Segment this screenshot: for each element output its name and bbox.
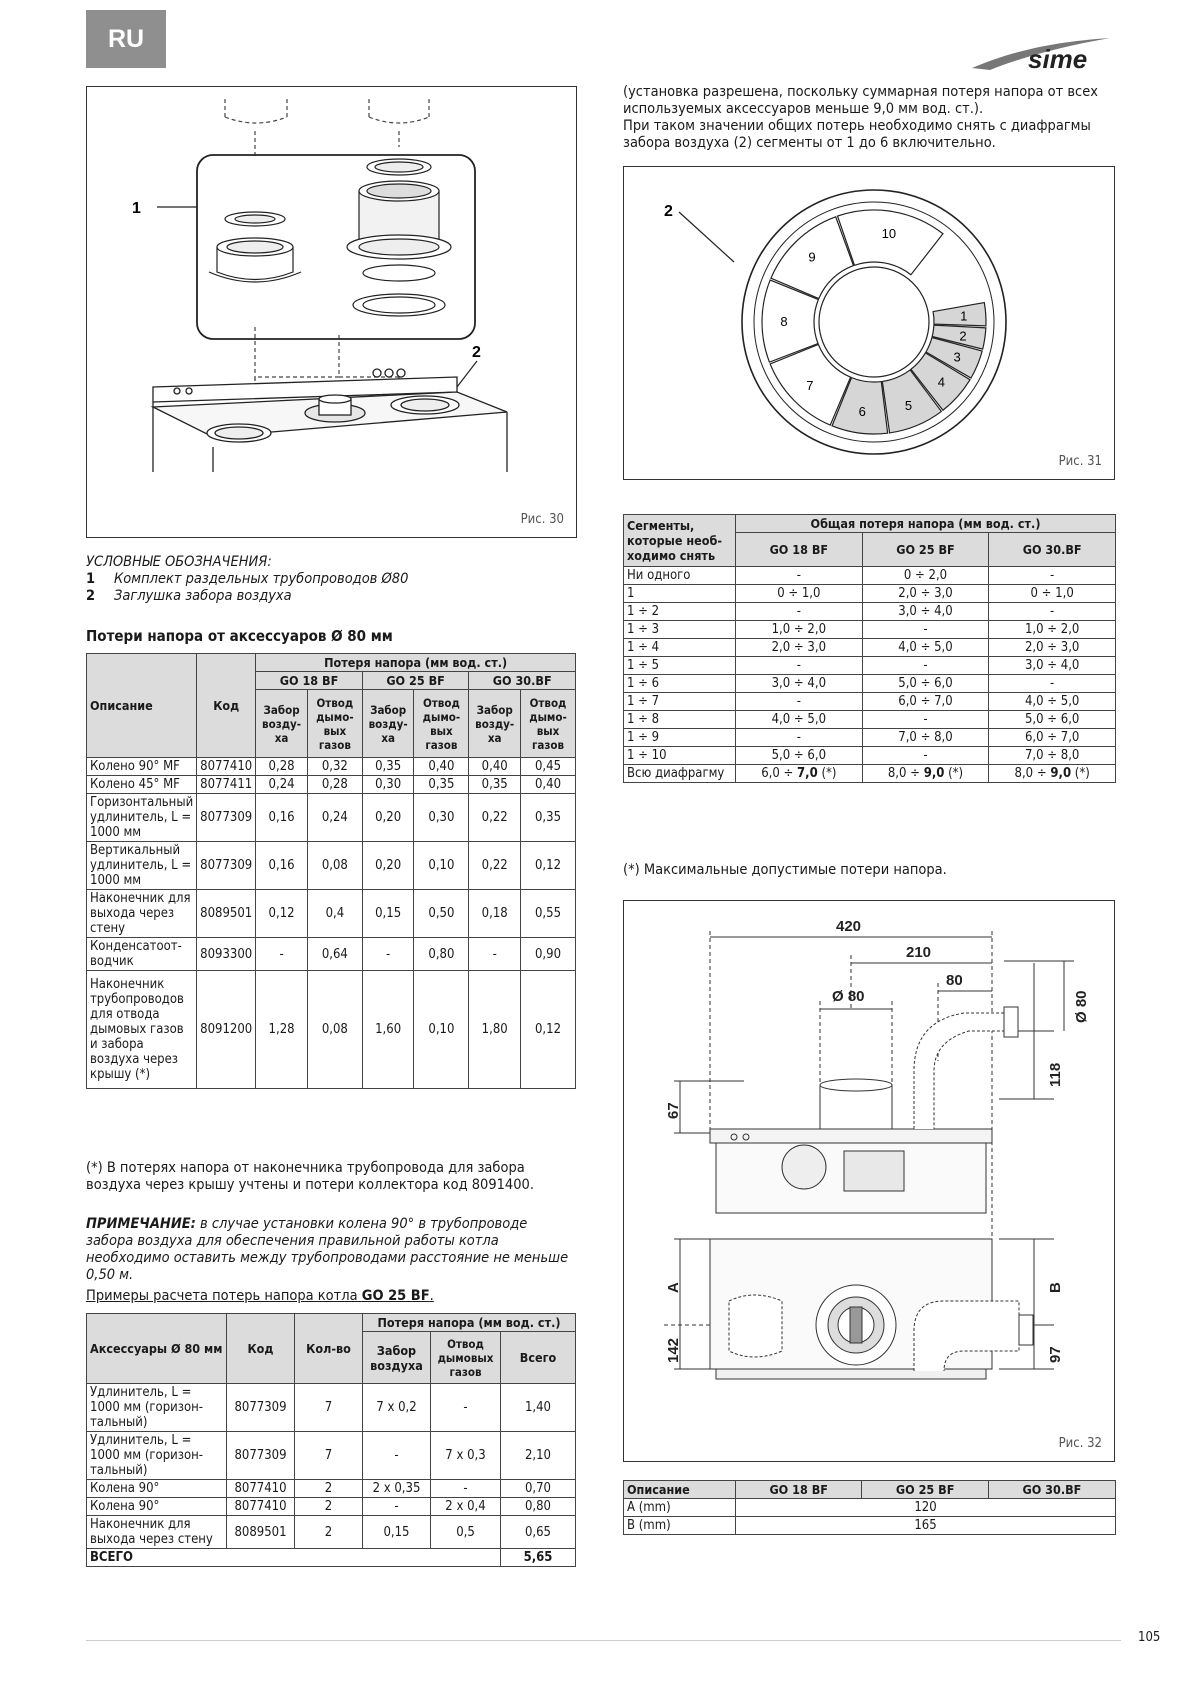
air-cell: 7 x 0,2 (363, 1384, 431, 1432)
dim-420: 420 (836, 918, 862, 935)
loss-cell: 5,0 ÷ 6,0 (989, 711, 1116, 729)
loss-cell: 0,28 (307, 776, 362, 794)
loss-cell: 0,40 (469, 758, 521, 776)
table-row (624, 621, 1116, 639)
total-cell: 1,40 (501, 1384, 576, 1432)
table-row (624, 657, 1116, 675)
segment-label: 7 (806, 378, 814, 394)
loss-cell: 0,32 (307, 758, 362, 776)
header-total-loss: Общая потеря напора (мм вод. ст.) (736, 515, 1116, 533)
loss-cell: 3,0 ÷ 4,0 (736, 675, 863, 693)
loss-cell: 0,35 (362, 758, 414, 776)
flue-cell: 0,5 (431, 1516, 501, 1549)
loss-cell: - (362, 938, 414, 971)
code-cell: 8077410 (227, 1498, 295, 1516)
code-cell: 8077309 (197, 794, 256, 842)
accessory-cell: Удлинитель, L = 1000 мм (горизон-тальный) (87, 1432, 227, 1480)
loss-cell: 0 ÷ 1,0 (736, 585, 863, 603)
loss-cell: 3,0 ÷ 4,0 (862, 603, 989, 621)
loss-cell: 0,45 (521, 758, 576, 776)
loss-cell: 1,0 ÷ 2,0 (989, 621, 1116, 639)
loss-cell: 0,20 (362, 794, 414, 842)
figure-30-caption: Рис. 30 (520, 512, 564, 527)
loss-cell: 0,28 (256, 758, 308, 776)
loss-cell: 4,0 ÷ 5,0 (736, 711, 863, 729)
desc-cell: Наконечник трубопроводов для отвода дымовых газов и забора воздуха через крышу (*) (87, 971, 197, 1089)
loss-cell: - (862, 711, 989, 729)
segment-cell: 1 ÷ 2 (624, 603, 736, 621)
header-flue: Отвод дымо-вых газов (521, 690, 576, 758)
loss-cell: 0,12 (521, 842, 576, 890)
loss-cell: 0,16 (256, 842, 308, 890)
dim-phi80-top: Ø 80 (832, 988, 865, 1005)
loss-cell: 7,0 ÷ 8,0 (989, 747, 1116, 765)
segment-label: 1 (960, 308, 968, 324)
header-code: Код (227, 1314, 295, 1384)
loss-cell: 0,40 (414, 758, 469, 776)
dim-210: 210 (906, 944, 932, 961)
table-row (624, 639, 1116, 657)
table-row (624, 603, 1116, 621)
segment-cell: 1 ÷ 9 (624, 729, 736, 747)
table-row (87, 758, 576, 776)
desc-cell: Горизонтальный удлинитель, L = 1000 мм (87, 794, 197, 842)
loss-cell: 4,0 ÷ 5,0 (989, 693, 1116, 711)
segment-label: 8 (780, 314, 788, 330)
figure-31-caption: Рис. 31 (1058, 454, 1102, 469)
loss-cell: 0,35 (521, 794, 576, 842)
loss-cell: 1,60 (362, 971, 414, 1089)
segment-cell: 1 ÷ 3 (624, 621, 736, 639)
desc-cell: Наконечник для выхода через стену (87, 890, 197, 938)
example-heading: Примеры расчета потерь напора котла GO 25 BF. (86, 1288, 434, 1304)
callout-2: 2 (472, 344, 481, 361)
loss-cell: 0,22 (469, 794, 521, 842)
table-row (87, 842, 576, 890)
dim-B: B (1047, 1282, 1064, 1293)
loss-cell: 6,0 ÷ 7,0 (862, 693, 989, 711)
table-row (624, 747, 1116, 765)
accessory-losses-table (86, 653, 576, 1089)
desc-cell: Вертикальный удлинитель, L = 1000 мм (87, 842, 197, 890)
table-row (87, 794, 576, 842)
dim-desc-cell: B (mm) (624, 1517, 736, 1535)
desc-cell: Колено 90° MF (87, 758, 197, 776)
loss-cell: 0,30 (362, 776, 414, 794)
loss-cell: - (989, 567, 1116, 585)
dim-desc-cell: A (mm) (624, 1499, 736, 1517)
header-loss: Потеря напора (мм вод. ст.) (256, 654, 576, 672)
dim-phi80-side: Ø 80 (1073, 990, 1090, 1023)
header-model: GO 25 BF (862, 533, 989, 567)
table-row (87, 971, 576, 1089)
figure-31 (623, 166, 1115, 480)
header-air: Забор возду-ха (362, 690, 414, 758)
accessory-cell: Наконечник для выхода через стену (87, 1516, 227, 1549)
table-row (624, 675, 1116, 693)
table-row (87, 938, 576, 971)
accessory-cell: Удлинитель, L = 1000 мм (горизон-тальный) (87, 1384, 227, 1432)
loss-cell: 1,0 ÷ 2,0 (736, 621, 863, 639)
max-loss-cell: 6,0 ÷ 7,0 (*) (736, 765, 863, 783)
max-loss-cell: 8,0 ÷ 9,0 (*) (862, 765, 989, 783)
qty-cell: 2 (295, 1480, 363, 1498)
loss-cell: - (736, 693, 863, 711)
loss-cell: 0,20 (362, 842, 414, 890)
legend-title: УСЛОВНЫЕ ОБОЗНАЧЕНИЯ: (86, 554, 272, 570)
language-tab: RU (86, 10, 166, 68)
code-cell: 8093300 (197, 938, 256, 971)
header-model: GO 18 BF (736, 533, 863, 567)
total-label: ВСЕГО (87, 1549, 501, 1567)
segment-cell: Всю диафрагму (624, 765, 736, 783)
dim-67: 67 (665, 1102, 682, 1119)
header-segments: Сегменты, которые необ-ходимо снять (624, 515, 736, 567)
code-cell: 8077411 (197, 776, 256, 794)
loss-cell: - (989, 675, 1116, 693)
figure-30 (86, 86, 577, 538)
code-cell: 8077309 (227, 1384, 295, 1432)
loss-cell: 0,16 (256, 794, 308, 842)
loss-cell: - (256, 938, 308, 971)
loss-cell: - (469, 938, 521, 971)
segment-cell: Ни одного (624, 567, 736, 585)
loss-cell: - (736, 603, 863, 621)
code-cell: 8077410 (227, 1480, 295, 1498)
table-row (624, 711, 1116, 729)
table-row (87, 890, 576, 938)
loss-cell: - (736, 567, 863, 585)
table-row (624, 585, 1116, 603)
segment-cell: 1 (624, 585, 736, 603)
flue-cell: - (431, 1384, 501, 1432)
header-model: GO 30.BF (988, 1481, 1115, 1499)
callout-2: 2 (664, 203, 673, 220)
segment-cell: 1 ÷ 8 (624, 711, 736, 729)
header-total: Всего (501, 1332, 576, 1384)
header-air: Забор возду-ха (256, 690, 308, 758)
loss-cell: 0,55 (521, 890, 576, 938)
loss-cell: 0,08 (307, 842, 362, 890)
table-row (87, 1384, 576, 1432)
segment-label: 9 (808, 249, 816, 265)
installation-note: ПРИМЕЧАНИЕ: в случае установки колена 90° в трубопроводе забора воздуха для обеспечения правильной работы котла необходимо оставить между трубопроводами расстояние не меньше 0,50 м. (86, 1216, 569, 1283)
loss-cell: 0,90 (521, 938, 576, 971)
header-model: GO 30.BF (989, 533, 1116, 567)
segment-label: 4 (937, 374, 946, 390)
loss-cell: 0,12 (521, 971, 576, 1089)
flue-cell: 2 x 0,4 (431, 1498, 501, 1516)
table-row (624, 729, 1116, 747)
loss-cell: 0,18 (469, 890, 521, 938)
losses-heading: Потери напора от аксессуаров Ø 80 мм (86, 627, 393, 645)
code-cell: 8089501 (227, 1516, 295, 1549)
sime-logo (970, 24, 1120, 74)
dim-97: 97 (1047, 1346, 1064, 1363)
desc-cell: Конденсатоот-водчик (87, 938, 197, 971)
code-cell: 8077410 (197, 758, 256, 776)
header-air: Забор воздуха (363, 1332, 431, 1384)
loss-cell: 3,0 ÷ 4,0 (989, 657, 1116, 675)
segment-cell: 1 ÷ 5 (624, 657, 736, 675)
loss-cell: 0,10 (414, 842, 469, 890)
loss-cell: 0,10 (414, 971, 469, 1089)
header-code: Код (197, 654, 256, 758)
qty-cell: 7 (295, 1432, 363, 1480)
loss-cell: 0,40 (521, 776, 576, 794)
total-cell: 0,80 (501, 1498, 576, 1516)
air-cell: - (363, 1498, 431, 1516)
dim-A: A (665, 1282, 682, 1293)
code-cell: 8077309 (197, 842, 256, 890)
diaphragm-segments-table (623, 514, 1116, 783)
loss-cell: 4,0 ÷ 5,0 (862, 639, 989, 657)
code-cell: 8077309 (227, 1432, 295, 1480)
loss-cell: - (862, 747, 989, 765)
figure-32 (623, 900, 1115, 1462)
header-description: Описание (624, 1481, 736, 1499)
air-intake-diaphragm-drawing (624, 167, 1114, 479)
table-row (87, 1432, 576, 1480)
dim-value-cell: 165 (736, 1517, 1116, 1535)
code-cell: 8091200 (197, 971, 256, 1089)
loss-cell: 0,22 (469, 842, 521, 890)
total-cell: 2,10 (501, 1432, 576, 1480)
air-cell: 0,15 (363, 1516, 431, 1549)
segment-label: 10 (881, 226, 897, 242)
header-flue: Отвод дымо-вых газов (414, 690, 469, 758)
loss-cell: 0,24 (256, 776, 308, 794)
loss-cell: - (862, 657, 989, 675)
header-accessories: Аксессуары Ø 80 мм (87, 1314, 227, 1384)
header-loss: Потеря напора (мм вод. ст.) (363, 1314, 576, 1332)
flue-cell: - (431, 1480, 501, 1498)
loss-cell: 2,0 ÷ 3,0 (862, 585, 989, 603)
loss-cell: 5,0 ÷ 6,0 (862, 675, 989, 693)
loss-cell: - (736, 657, 863, 675)
callout-1: 1 (132, 200, 141, 217)
roof-terminal-note: (*) В потерях напора от наконечника трубопровода для забора воздуха через крышу учтены и потери коллектора код 8091400. (86, 1160, 534, 1193)
desc-cell: Колено 45° MF (87, 776, 197, 794)
header-model: GO 25 BF (362, 672, 469, 690)
loss-cell: 0,80 (414, 938, 469, 971)
qty-cell: 2 (295, 1516, 363, 1549)
total-value: 5,65 (501, 1549, 576, 1567)
loss-cell: 0,12 (256, 890, 308, 938)
air-cell: 2 x 0,35 (363, 1480, 431, 1498)
legend-item-2: 2 Заглушка забора воздуха (86, 588, 292, 604)
loss-cell: 0,4 (307, 890, 362, 938)
total-cell: 0,70 (501, 1480, 576, 1498)
separate-pipes-kit-drawing (87, 87, 576, 537)
legend-item-1: 1 Комплект раздельных трубопроводов Ø80 (86, 571, 409, 587)
loss-cell: 0,08 (307, 971, 362, 1089)
segment-cell: 1 ÷ 6 (624, 675, 736, 693)
segment-label: 2 (959, 328, 967, 344)
table-row (624, 567, 1116, 585)
header-model: GO 25 BF (862, 1481, 988, 1499)
air-cell: - (363, 1432, 431, 1480)
segment-label: 5 (904, 398, 913, 414)
qty-cell: 7 (295, 1384, 363, 1432)
figure-32-caption: Рис. 32 (1058, 1436, 1102, 1451)
segment-cell: 1 ÷ 10 (624, 747, 736, 765)
accessory-cell: Колена 90° (87, 1498, 227, 1516)
table-row (87, 1498, 576, 1516)
segment-label: 6 (858, 404, 866, 420)
header-description: Описание (87, 654, 197, 758)
footer-rule (86, 1640, 1121, 1641)
loss-cell: 0,24 (307, 794, 362, 842)
loss-cell: 1,28 (256, 971, 308, 1089)
loss-cell: 2,0 ÷ 3,0 (989, 639, 1116, 657)
segment-cell: 1 ÷ 7 (624, 693, 736, 711)
dim-118: 118 (1047, 1062, 1064, 1087)
loss-cell: 0,35 (414, 776, 469, 794)
table-row (87, 1480, 576, 1498)
loss-cell: - (989, 603, 1116, 621)
loss-cell: 5,0 ÷ 6,0 (736, 747, 863, 765)
example-calculation-table (86, 1313, 576, 1567)
header-air: Забор возду-ха (469, 690, 521, 758)
loss-cell: 0,15 (362, 890, 414, 938)
accessory-cell: Колена 90° (87, 1480, 227, 1498)
loss-cell: 0,64 (307, 938, 362, 971)
qty-cell: 2 (295, 1498, 363, 1516)
dim-142: 142 (665, 1337, 682, 1363)
header-flue: Отвод дымовых газов (431, 1332, 501, 1384)
loss-cell: - (862, 621, 989, 639)
header-model: GO 30.BF (469, 672, 576, 690)
table-row (87, 776, 576, 794)
page-number: 105 (1138, 1630, 1161, 1645)
dim-value-cell: 120 (736, 1499, 1116, 1517)
dimensions-table (623, 1480, 1116, 1535)
segment-cell: 1 ÷ 4 (624, 639, 736, 657)
dim-80: 80 (946, 972, 963, 989)
loss-cell: 0,30 (414, 794, 469, 842)
flue-cell: 7 x 0,3 (431, 1432, 501, 1480)
loss-cell: 2,0 ÷ 3,0 (736, 639, 863, 657)
table-row (87, 1516, 576, 1549)
loss-cell: 0,35 (469, 776, 521, 794)
total-cell: 0,65 (501, 1516, 576, 1549)
loss-cell: 6,0 ÷ 7,0 (989, 729, 1116, 747)
header-model: GO 18 BF (256, 672, 363, 690)
loss-cell: 7,0 ÷ 8,0 (862, 729, 989, 747)
loss-cell: 0 ÷ 2,0 (862, 567, 989, 585)
table-row (624, 693, 1116, 711)
boiler-dimensions-drawing (624, 901, 1114, 1461)
loss-cell: - (736, 729, 863, 747)
brand-text: sime (1028, 44, 1088, 74)
header-qty: Кол-во (295, 1314, 363, 1384)
max-loss-note: (*) Максимальные допустимые потери напора. (623, 862, 947, 878)
loss-cell: 0 ÷ 1,0 (989, 585, 1116, 603)
right-intro-text: (установка разрешена, поскольку суммарная потеря напора от всех используемых аксессуаров меньше 9,0 мм вод. ст.). При таком значении общих потерь необходимо снять с диафрагмы забора воздуха (2) сегменты от 1 до 6 включительно. (623, 84, 1098, 151)
header-model: GO 18 BF (736, 1481, 862, 1499)
header-flue: Отвод дымо-вых газов (307, 690, 362, 758)
loss-cell: 0,50 (414, 890, 469, 938)
loss-cell: 1,80 (469, 971, 521, 1089)
code-cell: 8089501 (197, 890, 256, 938)
segment-label: 3 (953, 349, 961, 365)
max-loss-cell: 8,0 ÷ 9,0 (*) (989, 765, 1116, 783)
